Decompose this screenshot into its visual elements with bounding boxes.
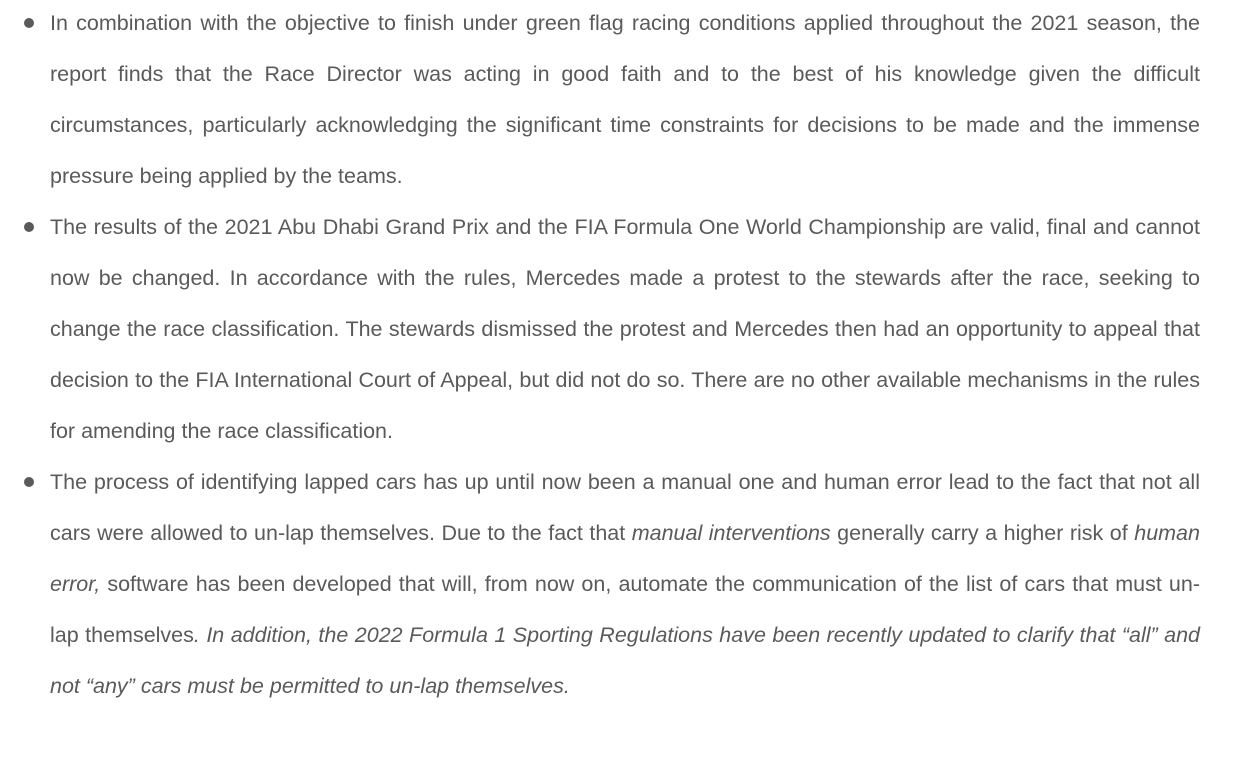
emphasis-text: human error, [50,521,1200,596]
list-item [0,202,1200,457]
paragraph-text: The process of identifying lapped cars has up until now been a manual one and human error lead to the fact that not all cars were allowed to un-lap themselves. Due to the fact that [50,470,1200,545]
list-item [0,457,1200,712]
emphasis-text: . In addition, the 2022 Formula 1 Sporting Regulations have been recently updated to clarify that “all” and not “any” cars must be permitted to un-lap themselves. [50,623,1200,698]
emphasis-text: manual interventions [631,521,831,545]
paragraph-text: generally carry a higher risk of [830,521,1135,545]
paragraph-text: The results of the 2021 Abu Dhabi Grand Prix and the FIA Formula One World Championship are valid, final and cannot now be changed. In accordance with the rules, Mercedes made a protest to the stewards after the race, seeking to change the race classification. The stewards dismissed the protest and Mercedes then had an opportunity to appeal that decision to the FIA International Court of Appeal, but did not do so. There are no other available mechanisms in the rules for amending the race classification. [50,215,1200,443]
paragraph-text: software has been developed that will, from now on, automate the communication of the list of cars that must un-lap themselves [50,572,1200,647]
bullet-marker-icon [24,222,34,232]
paragraph-text: In combination with the objective to finish under green flag racing conditions applied throughout the 2021 season, the report finds that the Race Director was acting in good faith and to the best of his knowledge given the difficult circumstances, particularly acknowledging the significant time constraints for decisions to be made and the immense pressure being applied by the teams. [50,11,1200,188]
list-item [0,0,1200,202]
bullet-marker-icon [24,18,34,28]
bullet-marker-icon [24,477,34,487]
